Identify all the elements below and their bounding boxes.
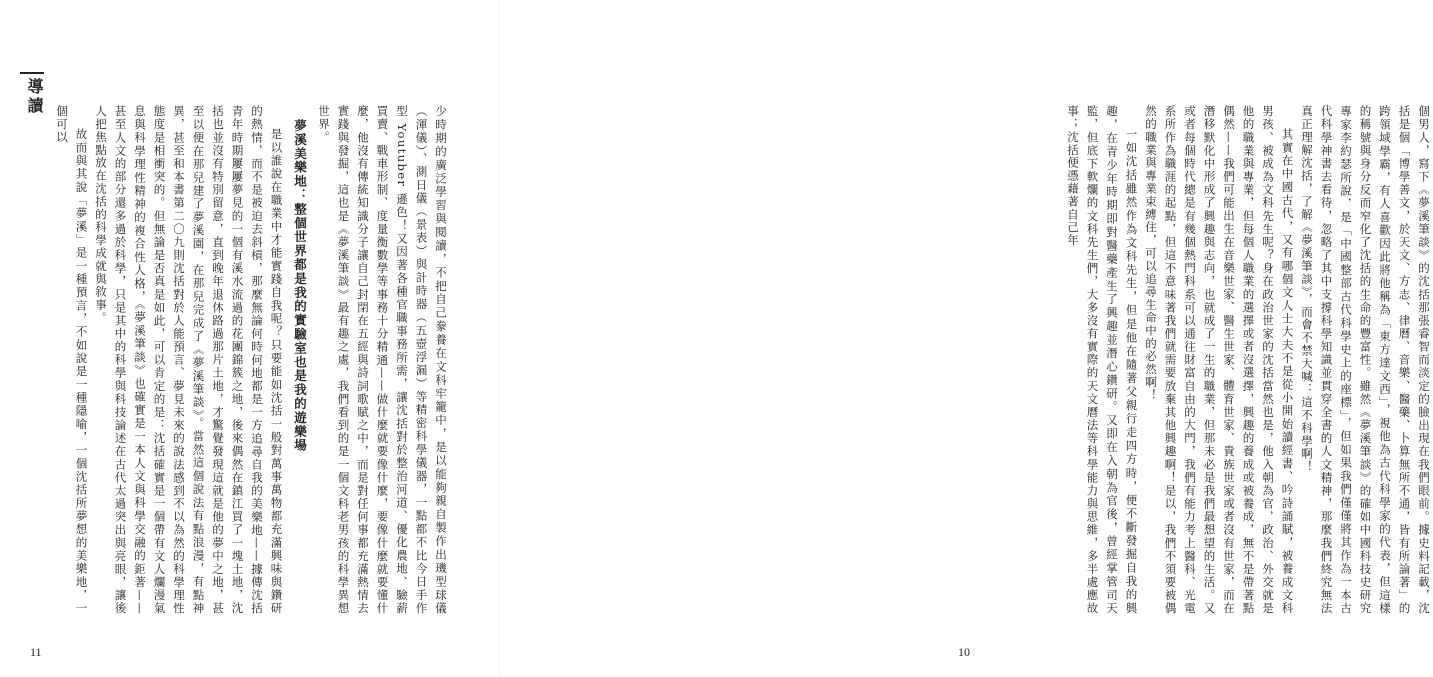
paragraph: 一如沈括雖然作為文科先生，但是他在隨著父親行走四方時，便不斷發掘自我的興趣，在青少年時期即對醫藥產生了興趣並潛心鑽研。又即在入朝為官後，曾經掌管司天監，但底下軟爛的文科先生們，大多沒有實際的天文曆法等科學能力與思維，多半處應故事；沈括便憑藉著自己年 <box>1066 105 1139 615</box>
paragraph: 少時期的廣泛學習與閱讀，不把自己豢養在文科牢籠中，是以能夠親自製作出璣型球儀（渾儀）、測日儀（景表）與計時器（五壺浮漏）等精密科學儀器，一點都不比今日手作型 Youtuber 遜色！又因著各種官職事務所需，讓沈括對於整治河道、優化農地、驗薪買賣、戰車形制、度量衡數學等事務十分精通——做什麼就要像什麼，要像什麼就要懂什麼，他沒有傳統知識分子讓自己封閉在五經與詩詞歌賦之中，而是對任何事都充滿熱情去實踐與發掘，這也是《夢溪筆談》最有趣之處，我們看到的是一個文科老男孩的科學異想世界。 <box>317 105 448 615</box>
section-heading: 夢溪美樂地：整個世界都是我的實驗室也是我的遊樂場 <box>292 119 308 453</box>
page-number-right: 10 <box>958 645 970 659</box>
paragraph: 是以誰說在職業中才能實踐自我呢？只要能如沈括一般對萬事萬物都充滿興味與鑽研的熱情，而不是被迫去斜槓，那麼無論何時何地都是一方追尋自我的美樂地——據傳沈括青年時期屢屢夢見的一個有溪水流過的花團錦簇之地，後來偶然在鎮江買了一塊土地，沈括也並沒有特別留意，直到晚年退休路過那片土地，才驚覺發現這就是他的夢中之地，甚至以便在那兒建了夢溪園，在那兒完成了《夢溪筆談》。當然這個說法有點浪漫，有點神異，甚至和本書第二〇九則沈括對於人能預言、夢見未來的說法感到不以為然的科學理性態度是相衝突的。但無論是否真是如此，可以肯定的是：沈括確實是一個帶有文人爛漫氣息與科學理性精神的複合性人格，《夢溪筆談》也確實是一本人文與科學交融的鉅著——甚至人文的部分還多過於科學，只是其中的科學與科技論述在古代太過突出與亮眼，讓後人把焦點放在沈括的科學成就與敘事。 <box>94 105 284 615</box>
right-page-body <box>1058 105 1433 615</box>
section-label: 導讀 <box>25 78 44 116</box>
left-page <box>0 0 500 677</box>
page-number-left: 11 <box>30 645 42 659</box>
paragraph: 其實在中國古代，又有哪個文人士大夫不是從小開始讀經書、吟詩誦賦，被養成文科男孩、被成為文科先生呢？身在政治世家的沈括當然也是，他入朝為官，政治、外交就是他的職業與專業，但每個人職業的選擇或者沒選擇，興趣的養成或被養成，無不是帶著點偶然——我們可能出生在音樂世家、醫生世家、體育世家、貴族世家或者沒有世家，而在潛移默化中形成了興趣與志向，也就成了一生的職業，但那未必是我們最想望的生活。又或者每個時代總是有幾個熱門科系可以通往財富自由的大門，我們有能力考上醫科、光電系所作為職涯的起點，但這不意味著我們就需要放棄其他興趣啊！是以，我們不須要被偶然的職業與專業束縛住，可以追尋生命中的必然啊！ <box>1144 105 1295 615</box>
left-page-body <box>55 105 450 615</box>
paragraph: 個男人，寫下《夢溪筆談》的沈括那張睿智而淡定的臉出現在我們眼前。據史料記載，沈括是個「博學善文，於天文、方志、律曆、音樂、醫藥、卜算無所不通，皆有所論著」的跨領域學霸，有人喜歡因此將他稱為「東方達文西」，視他為古代科學家的代表，但這樣的稱號與身分反而窄化了沈括的生命的豐富性。雖然《夢溪筆談》的確如中國科技史研究專家李約瑟所說，是「中國整部古代科學史上的座標」，但如果我們僅僅將其作為一本古代科學神書去看待，忽略了其中支撐科學知識並貫穿全書的人文精神，那麼我們終究無法真正理解沈括，了解《夢溪筆談》，而會不禁大喊：這不科學啊！ <box>1300 105 1431 615</box>
paragraph: 故而與其說「夢溪」是一種預言，不如說是一種隱喻，一個沈括所夢想的美樂地，一個可以 <box>55 105 89 615</box>
right-page <box>500 0 1431 677</box>
section-rule <box>20 72 44 74</box>
